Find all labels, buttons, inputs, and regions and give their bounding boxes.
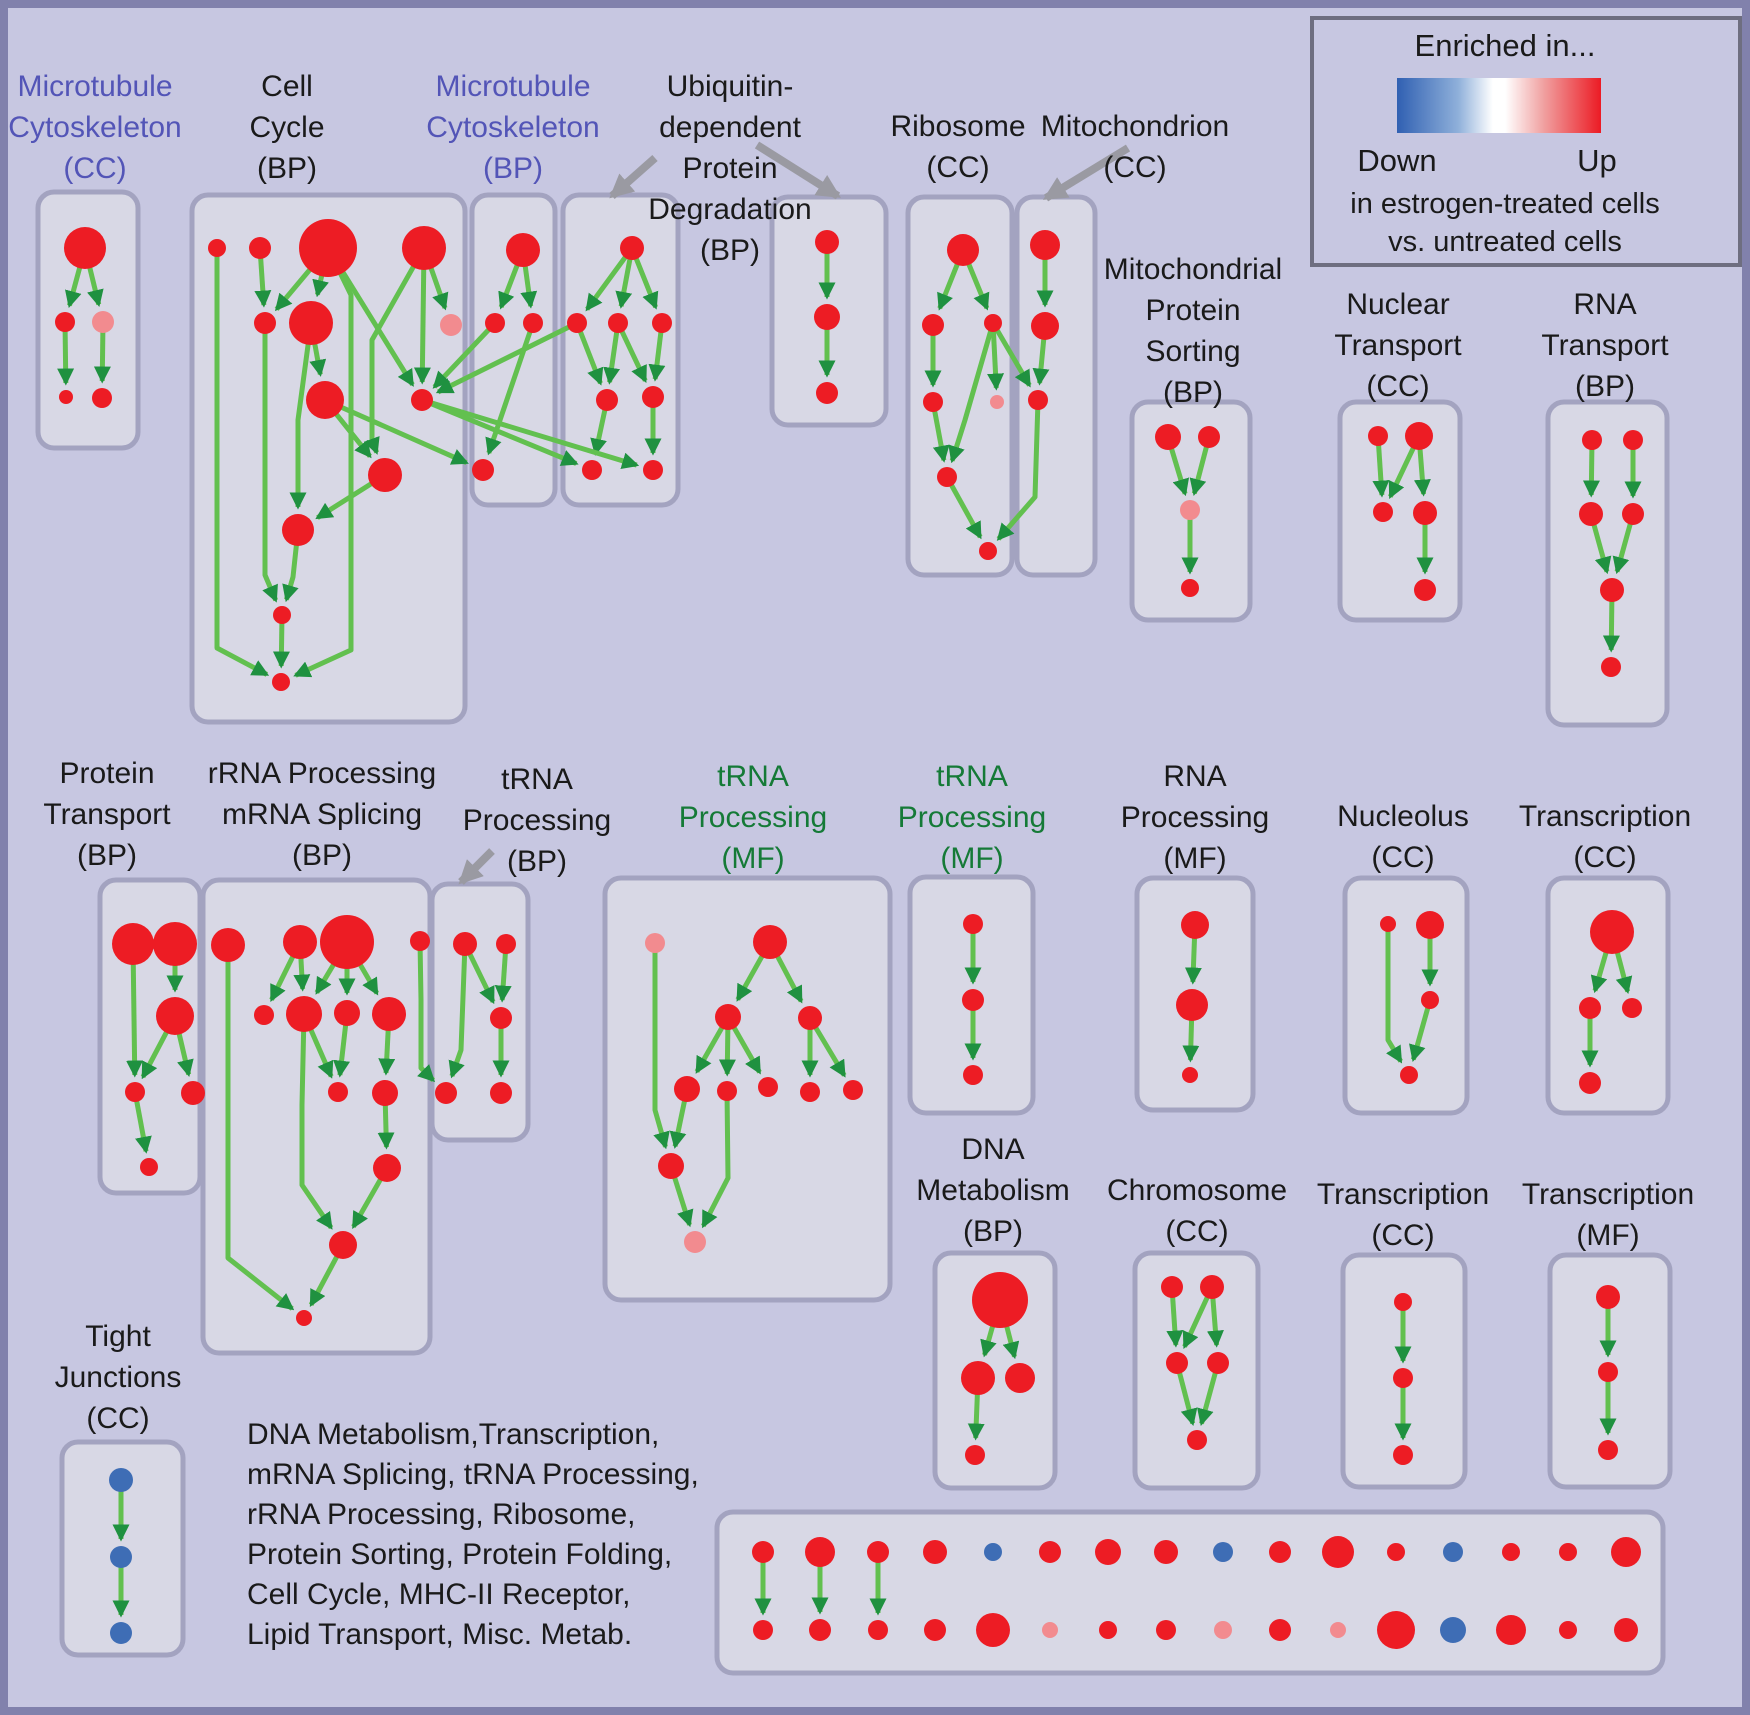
go-term-node-nuc.B bbox=[1416, 911, 1444, 939]
go-term-node-misc.b15 bbox=[1614, 1618, 1638, 1642]
go-term-node-rt.T1 bbox=[1582, 430, 1602, 450]
go-term-node-rib.R6 bbox=[937, 467, 957, 487]
go-term-node-tj.B bbox=[110, 1546, 132, 1568]
go-term-node-mps.S1 bbox=[1155, 424, 1181, 450]
misc-text-line-3: Protein Sorting, Protein Folding, bbox=[247, 1538, 673, 1571]
cluster-label-mito-protein-sorting-line1: Protein bbox=[1145, 294, 1241, 327]
go-term-node-tm1.x1 bbox=[717, 1081, 737, 1101]
go-term-node-misc.b0 bbox=[753, 1620, 773, 1640]
cluster-label-trna-mf-1-line0: tRNA bbox=[717, 760, 789, 793]
cluster-label-nucleolus-line0: Nucleolus bbox=[1337, 800, 1469, 833]
go-term-node-misc.t13 bbox=[1502, 1543, 1520, 1561]
cluster-label-rna-processing-line2: (MF) bbox=[1163, 842, 1227, 875]
cluster-label-tight-junctions-line2: (CC) bbox=[86, 1402, 150, 1435]
cluster-label-nucleolus-line1: (CC) bbox=[1371, 841, 1435, 874]
go-term-node-chr.c2 bbox=[1166, 1352, 1188, 1374]
go-term-node-nt.N2 bbox=[1405, 422, 1433, 450]
go-term-node-rt.T2 bbox=[1623, 430, 1643, 450]
go-term-node-mcc.B bbox=[55, 312, 75, 332]
cluster-label-rna-transport-line2: (BP) bbox=[1575, 370, 1635, 403]
go-term-node-ub2.p1 bbox=[814, 304, 840, 330]
go-term-node-rpm.B bbox=[1176, 989, 1208, 1021]
go-term-node-chr.c1 bbox=[1200, 1275, 1224, 1299]
go-term-node-rt.T3 bbox=[1579, 502, 1603, 526]
cluster-label-trna-bp-line2: (BP) bbox=[507, 845, 567, 878]
cluster-label-microtubule-bp-line2: (BP) bbox=[483, 152, 543, 185]
go-term-node-misc.t2 bbox=[867, 1541, 889, 1563]
go-term-node-misc.b7 bbox=[1156, 1620, 1176, 1640]
go-term-node-pt.P2 bbox=[153, 922, 197, 966]
go-term-node-ub1.u7 bbox=[643, 460, 663, 480]
go-term-node-tm1.wp bbox=[645, 933, 665, 953]
cluster-label-dna-metabolism-line2: (BP) bbox=[963, 1215, 1023, 1248]
go-term-node-nuc.D bbox=[1400, 1066, 1418, 1084]
go-term-node-tm1.w2 bbox=[798, 1006, 822, 1030]
go-term-node-misc.b6 bbox=[1099, 1621, 1117, 1639]
go-term-node-cc.b bbox=[249, 237, 271, 259]
go-term-node-rr.q2 bbox=[320, 915, 374, 969]
go-term-node-mit.M1 bbox=[1030, 230, 1060, 260]
cluster-label-transcription-mf-line1: (MF) bbox=[1576, 1219, 1640, 1252]
go-term-node-pt.P4 bbox=[125, 1082, 145, 1102]
go-term-node-tm1.x0 bbox=[674, 1076, 700, 1102]
cluster-label-protein-transport-line1: Transport bbox=[43, 798, 171, 831]
go-term-node-rr.q1 bbox=[283, 925, 317, 959]
cluster-label-mito-protein-sorting-line3: (BP) bbox=[1163, 376, 1223, 409]
go-term-node-rt.T5 bbox=[1600, 578, 1624, 602]
go-term-node-ub1.u0 bbox=[620, 236, 644, 260]
go-term-node-misc.b12 bbox=[1440, 1617, 1466, 1643]
legend-subtitle-2: vs. untreated cells bbox=[1388, 226, 1622, 258]
cluster-box-misc bbox=[717, 1512, 1663, 1673]
go-term-node-tm1.w1 bbox=[715, 1004, 741, 1030]
go-term-node-ub2.p0 bbox=[815, 230, 839, 254]
go-term-node-tm1.w0 bbox=[753, 925, 787, 959]
go-term-node-chr.c4 bbox=[1187, 1430, 1207, 1450]
go-term-node-tc1.B bbox=[1579, 997, 1601, 1019]
go-term-node-misc.t9 bbox=[1269, 1541, 1291, 1563]
cluster-label-rna-processing-line0: RNA bbox=[1163, 760, 1227, 793]
go-term-node-tm2.z2 bbox=[963, 1065, 983, 1085]
cluster-label-cell-cycle-line0: Cell bbox=[261, 70, 313, 103]
misc-text-line-2: rRNA Processing, Ribosome, bbox=[247, 1498, 636, 1531]
go-term-node-mcc.A bbox=[64, 227, 106, 269]
go-term-node-tmf.B bbox=[1598, 1362, 1618, 1382]
go-term-node-rt.T4 bbox=[1622, 503, 1644, 525]
cluster-label-trna-bp-line1: Processing bbox=[462, 804, 612, 837]
go-term-node-tbp.v2 bbox=[496, 934, 516, 954]
go-term-node-rr.t0 bbox=[373, 1154, 401, 1182]
go-term-node-misc.t1 bbox=[805, 1537, 835, 1567]
legend-gradient-bar bbox=[1397, 78, 1601, 133]
cluster-label-ubiquitin-line3: Degradation bbox=[648, 193, 812, 226]
go-term-node-tm2.z1 bbox=[962, 989, 984, 1011]
cluster-label-trna-mf-2-line1: Processing bbox=[897, 801, 1047, 834]
go-term-node-pt.P1 bbox=[112, 923, 154, 965]
go-term-node-nt.N4 bbox=[1413, 501, 1437, 525]
go-term-node-tbp.v5 bbox=[490, 1082, 512, 1104]
cluster-label-trna-mf-2-line2: (MF) bbox=[940, 842, 1004, 875]
go-term-node-rr.q0 bbox=[211, 928, 245, 962]
go-term-node-nuc.C bbox=[1421, 991, 1439, 1009]
cluster-label-transcription-cc-1-line1: (CC) bbox=[1573, 841, 1637, 874]
go-term-node-tmf.C bbox=[1598, 1440, 1618, 1460]
go-term-node-tc1.A bbox=[1590, 910, 1634, 954]
cluster-label-microtubule-cc-line2: (CC) bbox=[63, 152, 127, 185]
go-term-node-misc.t15 bbox=[1611, 1537, 1641, 1567]
cluster-label-rrna-mrna-line0: rRNA Processing bbox=[207, 757, 437, 790]
go-term-node-misc.t10 bbox=[1322, 1536, 1354, 1568]
go-term-node-tm1.y1 bbox=[684, 1231, 706, 1253]
go-term-node-mbp.bb bbox=[472, 459, 494, 481]
go-term-node-mps.S4 bbox=[1181, 579, 1199, 597]
cluster-label-microtubule-cc-line0: Microtubule bbox=[17, 70, 173, 103]
cluster-box-rna-transport bbox=[1548, 402, 1667, 725]
go-term-node-tj.C bbox=[110, 1622, 132, 1644]
go-term-node-nt.N3 bbox=[1373, 502, 1393, 522]
go-term-node-misc.t5 bbox=[1039, 1541, 1061, 1563]
cluster-label-ubiquitin-line4: (BP) bbox=[700, 234, 760, 267]
cluster-label-microtubule-bp-line0: Microtubule bbox=[435, 70, 591, 103]
cluster-label-ubiquitin-line1: dependent bbox=[659, 111, 801, 144]
go-term-node-nt.N1 bbox=[1368, 426, 1388, 446]
go-term-node-cc.J bbox=[368, 458, 402, 492]
go-term-node-pt.P3 bbox=[156, 997, 194, 1035]
cluster-label-rna-transport-line1: Transport bbox=[1541, 329, 1669, 362]
cluster-label-chromosome-line1: (CC) bbox=[1165, 1215, 1229, 1248]
go-term-node-rr.q3 bbox=[410, 931, 430, 951]
cluster-label-cell-cycle-line2: (BP) bbox=[257, 152, 317, 185]
go-term-node-rr.r2 bbox=[334, 1000, 360, 1026]
go-term-node-misc.b2 bbox=[868, 1620, 888, 1640]
go-term-node-dm.B bbox=[961, 1361, 995, 1395]
go-term-node-mcc.C bbox=[92, 311, 114, 333]
cluster-box-chromosome bbox=[1135, 1253, 1258, 1488]
go-term-node-misc.b13 bbox=[1496, 1615, 1526, 1645]
go-term-node-tmf.A bbox=[1596, 1285, 1620, 1309]
go-term-node-ub1.u6 bbox=[582, 460, 602, 480]
cluster-label-tight-junctions-line1: Junctions bbox=[54, 1361, 182, 1394]
cluster-label-trna-mf-1-line1: Processing bbox=[678, 801, 828, 834]
go-term-node-rr.r1 bbox=[286, 996, 322, 1032]
go-term-node-cc.F bbox=[289, 301, 333, 345]
go-term-node-tm1.y0 bbox=[658, 1153, 684, 1179]
go-term-node-pt.P5 bbox=[181, 1081, 205, 1105]
go-term-node-nt.N5 bbox=[1414, 579, 1436, 601]
go-term-node-misc.t11 bbox=[1387, 1543, 1405, 1561]
cluster-label-microtubule-cc-line1: Cytoskeleton bbox=[8, 111, 182, 144]
cluster-label-ubiquitin-line0: Ubiquitin- bbox=[666, 70, 794, 103]
go-term-node-mbp.m2 bbox=[523, 313, 543, 333]
legend-subtitle-1: in estrogen-treated cells bbox=[1350, 188, 1660, 220]
go-term-node-tc2.C bbox=[1393, 1445, 1413, 1465]
go-term-node-tbp.v1 bbox=[453, 932, 477, 956]
go-term-node-misc.t7 bbox=[1154, 1540, 1178, 1564]
go-term-node-ub1.u4 bbox=[596, 389, 618, 411]
go-term-node-tm1.x2 bbox=[758, 1077, 778, 1097]
legend-down-label: Down bbox=[1357, 143, 1437, 178]
cluster-label-protein-transport-line2: (BP) bbox=[77, 839, 137, 872]
go-term-node-misc.t4 bbox=[984, 1543, 1002, 1561]
go-term-node-misc.b4 bbox=[976, 1613, 1010, 1647]
go-term-node-cc.K bbox=[282, 514, 314, 546]
go-term-node-tbp.v4 bbox=[435, 1082, 457, 1104]
go-term-node-misc.t8 bbox=[1213, 1542, 1233, 1562]
cluster-label-chromosome-line0: Chromosome bbox=[1106, 1174, 1288, 1207]
cluster-label-rrna-mrna-line1: mRNA Splicing bbox=[221, 798, 423, 831]
go-term-node-ub1.u5 bbox=[642, 386, 664, 408]
go-term-node-rpm.A bbox=[1181, 911, 1209, 939]
go-term-node-mbp.T bbox=[506, 233, 540, 267]
go-term-node-rib.R1 bbox=[947, 234, 979, 266]
cluster-label-rna-processing-line1: Processing bbox=[1120, 801, 1270, 834]
cluster-label-nuclear-transport-line2: (CC) bbox=[1366, 370, 1430, 403]
go-term-node-cc.C bbox=[299, 219, 357, 277]
go-term-node-ub1.u3 bbox=[652, 313, 672, 333]
go-term-node-rt.T6 bbox=[1601, 657, 1621, 677]
go-term-node-rr.s1 bbox=[372, 1080, 398, 1106]
cluster-label-trna-mf-1-line2: (MF) bbox=[721, 842, 785, 875]
go-term-node-dm.A bbox=[972, 1272, 1028, 1328]
go-term-node-misc.b9 bbox=[1269, 1619, 1291, 1641]
go-term-node-rr.r3 bbox=[372, 997, 406, 1031]
edge-arrow bbox=[993, 323, 996, 388]
go-term-node-rib.R7 bbox=[979, 542, 997, 560]
go-term-node-ub1.u1 bbox=[567, 313, 587, 333]
cluster-label-mito-protein-sorting-line0: Mitochondrial bbox=[1103, 253, 1283, 286]
cluster-label-ribosome-line1: (CC) bbox=[926, 151, 990, 184]
go-term-node-cc.D bbox=[402, 226, 446, 270]
go-term-node-cc.e bbox=[254, 312, 276, 334]
go-term-node-tbp.v3 bbox=[490, 1007, 512, 1029]
go-term-node-mps.S2 bbox=[1198, 426, 1220, 448]
go-term-node-misc.b1 bbox=[809, 1619, 831, 1641]
legend-title: Enriched in... bbox=[1414, 28, 1596, 63]
go-term-node-misc.t0 bbox=[752, 1541, 774, 1563]
go-term-node-cc.I bbox=[306, 381, 344, 419]
go-term-node-tc2.A bbox=[1394, 1293, 1412, 1311]
go-term-node-ub2.p2 bbox=[816, 382, 838, 404]
go-term-node-cc.m bbox=[272, 673, 290, 691]
go-term-node-misc.b8 bbox=[1214, 1621, 1232, 1639]
go-term-node-cc.l bbox=[273, 606, 291, 624]
cluster-label-mito-protein-sorting-line2: Sorting bbox=[1145, 335, 1241, 368]
go-term-node-tm1.x3 bbox=[800, 1082, 820, 1102]
go-term-node-rr.t1 bbox=[329, 1231, 357, 1259]
go-term-node-tm2.z0 bbox=[963, 914, 983, 934]
cluster-label-trna-mf-2-line0: tRNA bbox=[936, 760, 1008, 793]
go-term-node-dm.C bbox=[1005, 1363, 1035, 1393]
go-term-node-misc.b14 bbox=[1559, 1621, 1577, 1639]
cluster-label-nuclear-transport-line0: Nuclear bbox=[1346, 288, 1450, 321]
go-term-node-cc.h bbox=[411, 389, 433, 411]
cluster-label-dna-metabolism-line1: Metabolism bbox=[916, 1174, 1070, 1207]
cluster-label-protein-transport-line0: Protein bbox=[59, 757, 155, 790]
cluster-label-rna-transport-line0: RNA bbox=[1573, 288, 1637, 321]
go-term-node-mit.M2 bbox=[1031, 312, 1059, 340]
go-term-node-misc.t3 bbox=[923, 1540, 947, 1564]
go-term-node-dm.D bbox=[965, 1445, 985, 1465]
go-term-node-rib.R4 bbox=[923, 392, 943, 412]
go-term-node-rr.r0 bbox=[254, 1005, 274, 1025]
go-term-node-misc.b5 bbox=[1042, 1622, 1058, 1638]
cluster-label-mitochondrion-line1: (CC) bbox=[1103, 151, 1167, 184]
go-term-node-tc1.D bbox=[1579, 1072, 1601, 1094]
go-term-node-mcc.E bbox=[92, 388, 112, 408]
go-term-node-tm1.x4 bbox=[843, 1080, 863, 1100]
go-term-node-misc.b10 bbox=[1330, 1622, 1346, 1638]
go-term-node-misc.b11 bbox=[1377, 1611, 1415, 1649]
go-term-node-misc.t14 bbox=[1559, 1543, 1577, 1561]
go-term-node-mbp.m1 bbox=[485, 313, 505, 333]
cluster-label-dna-metabolism-line0: DNA bbox=[961, 1133, 1025, 1166]
go-term-node-mps.S3 bbox=[1180, 500, 1200, 520]
go-term-node-cc.a bbox=[208, 239, 226, 257]
cluster-label-nuclear-transport-line1: Transport bbox=[1334, 329, 1462, 362]
misc-text-line-5: Lipid Transport, Misc. Metab. bbox=[247, 1618, 633, 1651]
cluster-label-rrna-mrna-line2: (BP) bbox=[292, 839, 352, 872]
go-term-node-misc.t12 bbox=[1443, 1542, 1463, 1562]
cluster-label-ribosome-line0: Ribosome bbox=[890, 110, 1026, 143]
cluster-label-mitochondrion-line0: Mitochondrion bbox=[1040, 110, 1230, 143]
go-term-node-rib.R2 bbox=[922, 314, 944, 336]
go-term-node-rr.s0 bbox=[328, 1082, 348, 1102]
legend-up-label: Up bbox=[1577, 143, 1617, 178]
cluster-label-microtubule-bp-line1: Cytoskeleton bbox=[426, 111, 600, 144]
cluster-label-cell-cycle-line1: Cycle bbox=[249, 111, 325, 144]
cluster-label-ubiquitin-line2: Protein bbox=[682, 152, 778, 185]
go-term-node-ub1.u2 bbox=[608, 313, 628, 333]
go-term-node-misc.t6 bbox=[1095, 1539, 1121, 1565]
misc-text-line-4: Cell Cycle, MHC-II Receptor, bbox=[247, 1578, 631, 1611]
go-term-node-mit.M3 bbox=[1028, 390, 1048, 410]
misc-text-line-1: mRNA Splicing, tRNA Processing, bbox=[247, 1458, 699, 1491]
go-term-node-cc.g bbox=[440, 314, 462, 336]
go-term-node-tj.A bbox=[109, 1468, 133, 1492]
go-term-node-mcc.D bbox=[59, 390, 73, 404]
go-term-node-rib.R3 bbox=[984, 314, 1002, 332]
misc-text-line-0: DNA Metabolism,Transcription, bbox=[247, 1418, 660, 1451]
go-term-node-chr.c3 bbox=[1207, 1352, 1229, 1374]
cluster-label-transcription-cc-2-line1: (CC) bbox=[1371, 1219, 1435, 1252]
go-term-node-nuc.A bbox=[1380, 916, 1396, 932]
go-term-node-tc1.C bbox=[1622, 998, 1642, 1018]
cluster-label-transcription-cc-1-line0: Transcription bbox=[1518, 800, 1692, 833]
cluster-label-transcription-mf-line0: Transcription bbox=[1521, 1178, 1695, 1211]
go-term-node-tc2.B bbox=[1393, 1368, 1413, 1388]
cluster-label-tight-junctions-line0: Tight bbox=[85, 1320, 151, 1353]
cluster-label-trna-bp-line0: tRNA bbox=[501, 763, 573, 796]
go-term-node-rib.R5 bbox=[990, 395, 1004, 409]
cluster-box-nuclear-transport bbox=[1340, 402, 1460, 620]
go-term-node-rpm.C bbox=[1182, 1067, 1198, 1083]
go-term-node-rr.ub bbox=[296, 1310, 312, 1326]
go-term-node-pt.P6 bbox=[140, 1158, 158, 1176]
cluster-label-transcription-cc-2-line0: Transcription bbox=[1316, 1178, 1490, 1211]
go-term-node-chr.c0 bbox=[1161, 1276, 1183, 1298]
go-term-node-misc.b3 bbox=[924, 1619, 946, 1641]
